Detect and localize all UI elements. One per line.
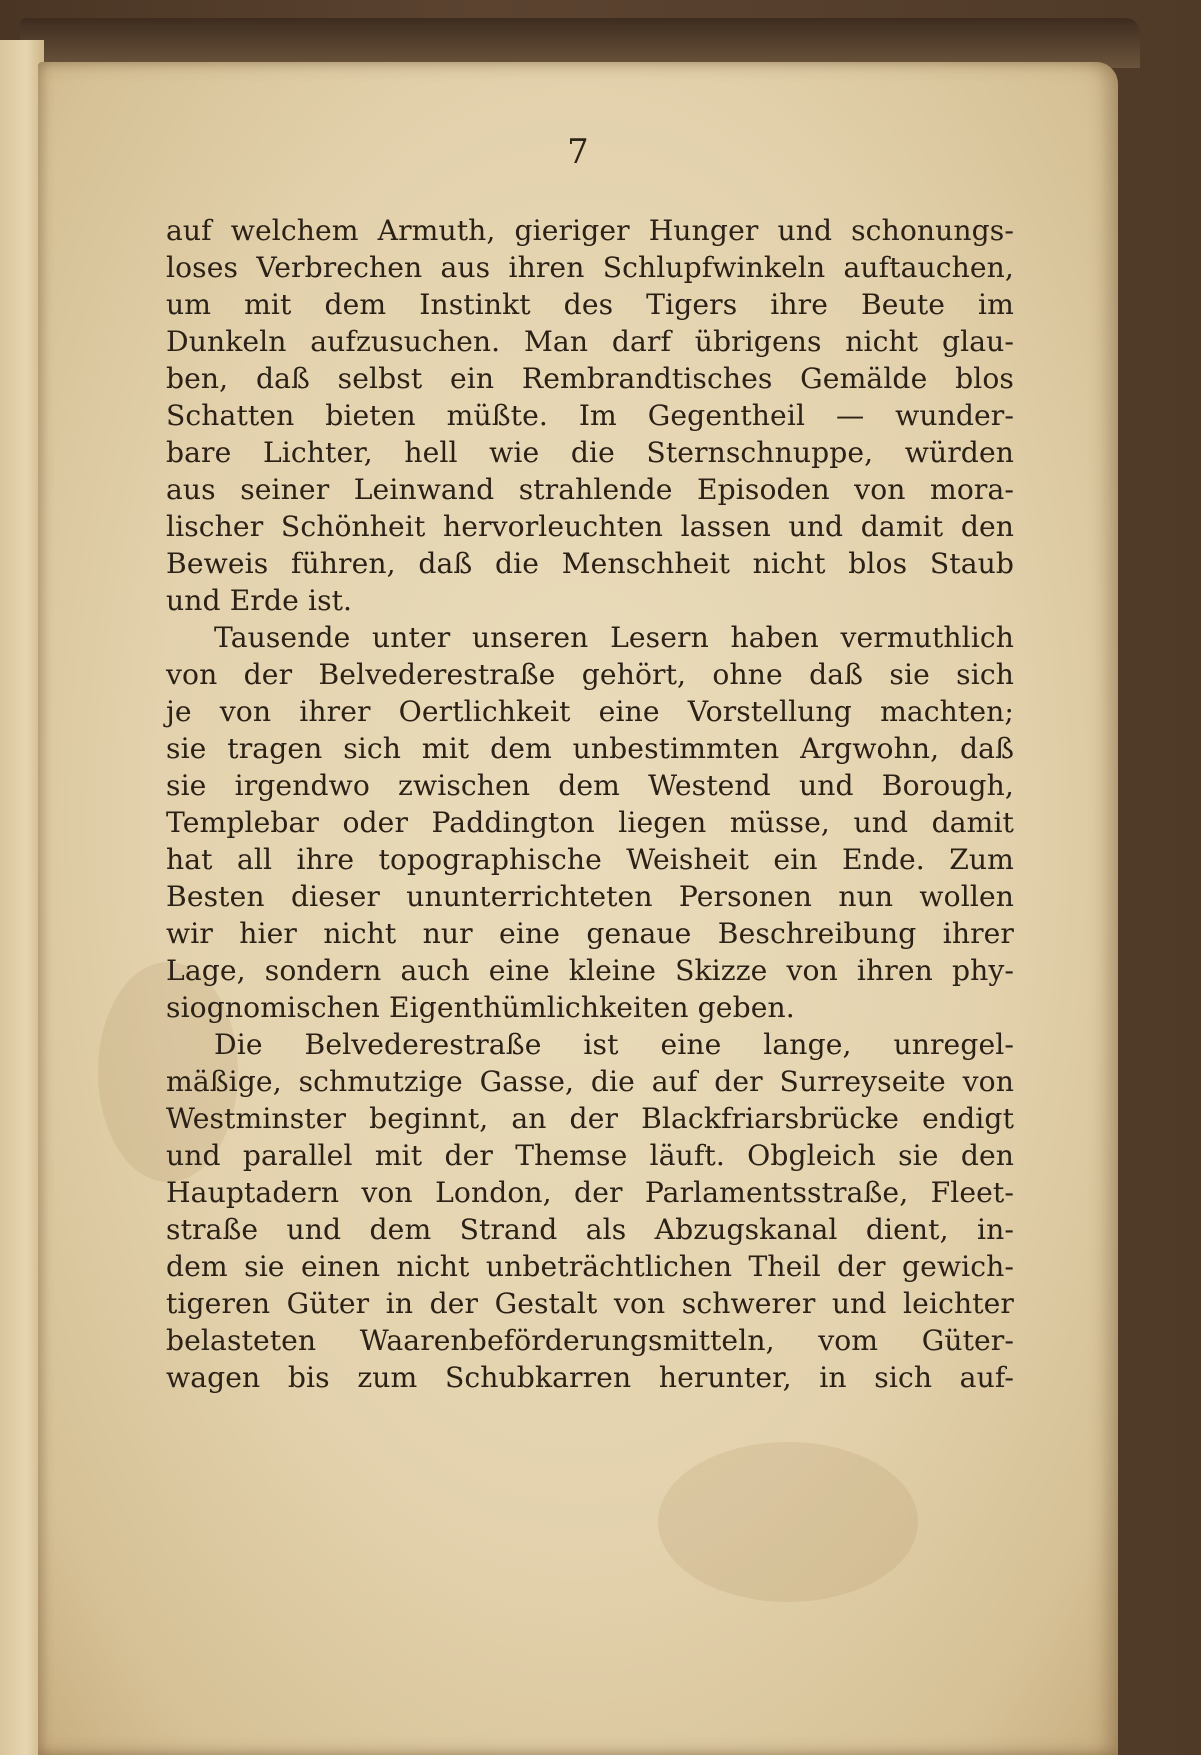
text-line: bare Lichter, hell wie die Sternschnuppe, würden (166, 436, 1014, 469)
text-line: Westminster beginnt, an der Blackfriarsbrücke endigt (166, 1102, 1014, 1135)
text-line: mäßige, schmutzige Gasse, die auf der Surreyseite von (166, 1065, 1014, 1098)
text-line: Besten dieser ununterrichteten Personen nun wollen (166, 880, 1014, 913)
text-line: lischer Schönheit hervorleuchten lassen und damit den (166, 510, 1014, 543)
text-line: und parallel mit der Themse läuft. Obgleich sie den (166, 1139, 1014, 1172)
text-line: Templebar oder Paddington liegen müsse, und damit (166, 806, 1014, 839)
text-line: von der Belvederestraße gehört, ohne daß sie sich (166, 658, 1014, 691)
text-line: ben, daß selbst ein Rembrandtisches Gemälde blos (166, 362, 1014, 395)
book-page (38, 62, 1118, 1755)
text-line: belasteten Waarenbeförderungsmitteln, vom Güter- (166, 1324, 1014, 1357)
text-line: wagen bis zum Schubkarren herunter, in sich auf- (166, 1361, 1014, 1394)
text-line: straße und dem Strand als Abzugskanal dient, in- (166, 1213, 1014, 1246)
text-line: siognomischen Eigenthümlichkeiten geben. (166, 991, 795, 1024)
text-line: Lage, sondern auch eine kleine Skizze von ihren phy- (166, 954, 1014, 987)
text-line: Beweis führen, daß die Menschheit nicht blos Staub (166, 547, 1014, 580)
page-number: 7 (567, 132, 589, 172)
text-line: sie tragen sich mit dem unbestimmten Argwohn, daß (166, 732, 1014, 765)
text-line: je von ihrer Oertlichkeit eine Vorstellung machten; (166, 695, 1014, 728)
book-cover-top-edge (20, 18, 1140, 68)
text-line: um mit dem Instinkt des Tigers ihre Beute im (166, 288, 1014, 321)
text-line: Hauptadern von London, der Parlamentsstraße, Fleet- (166, 1176, 1014, 1209)
text-line: Tausende unter unseren Lesern haben vermuthlich (214, 621, 1014, 654)
text-line: loses Verbrechen aus ihren Schlupfwinkeln auftauchen, (166, 251, 1014, 284)
text-line: wir hier nicht nur eine genaue Beschreibung ihrer (166, 917, 1014, 950)
text-line: auf welchem Armuth, gieriger Hunger und schonungs- (166, 214, 1014, 247)
text-line: tigeren Güter in der Gestalt von schwerer und leichter (166, 1287, 1014, 1320)
body-text (166, 212, 1014, 1396)
text-line: Dunkeln aufzusuchen. Man darf übrigens nicht glau- (166, 325, 1014, 358)
text-line: hat all ihre topographische Weisheit ein Ende. Zum (166, 843, 1014, 876)
text-line: sie irgendwo zwischen dem Westend und Borough, (166, 769, 1014, 802)
text-line: dem sie einen nicht unbeträchtlichen Theil der gewich- (166, 1250, 1014, 1283)
text-line: Schatten bieten müßte. Im Gegentheil — wunder- (166, 399, 1014, 432)
text-line: aus seiner Leinwand strahlende Episoden von mora- (166, 473, 1014, 506)
text-line: Die Belvederestraße ist eine lange, unregel- (214, 1028, 1014, 1061)
text-line: und Erde ist. (166, 584, 353, 617)
paper-stain (658, 1442, 918, 1602)
